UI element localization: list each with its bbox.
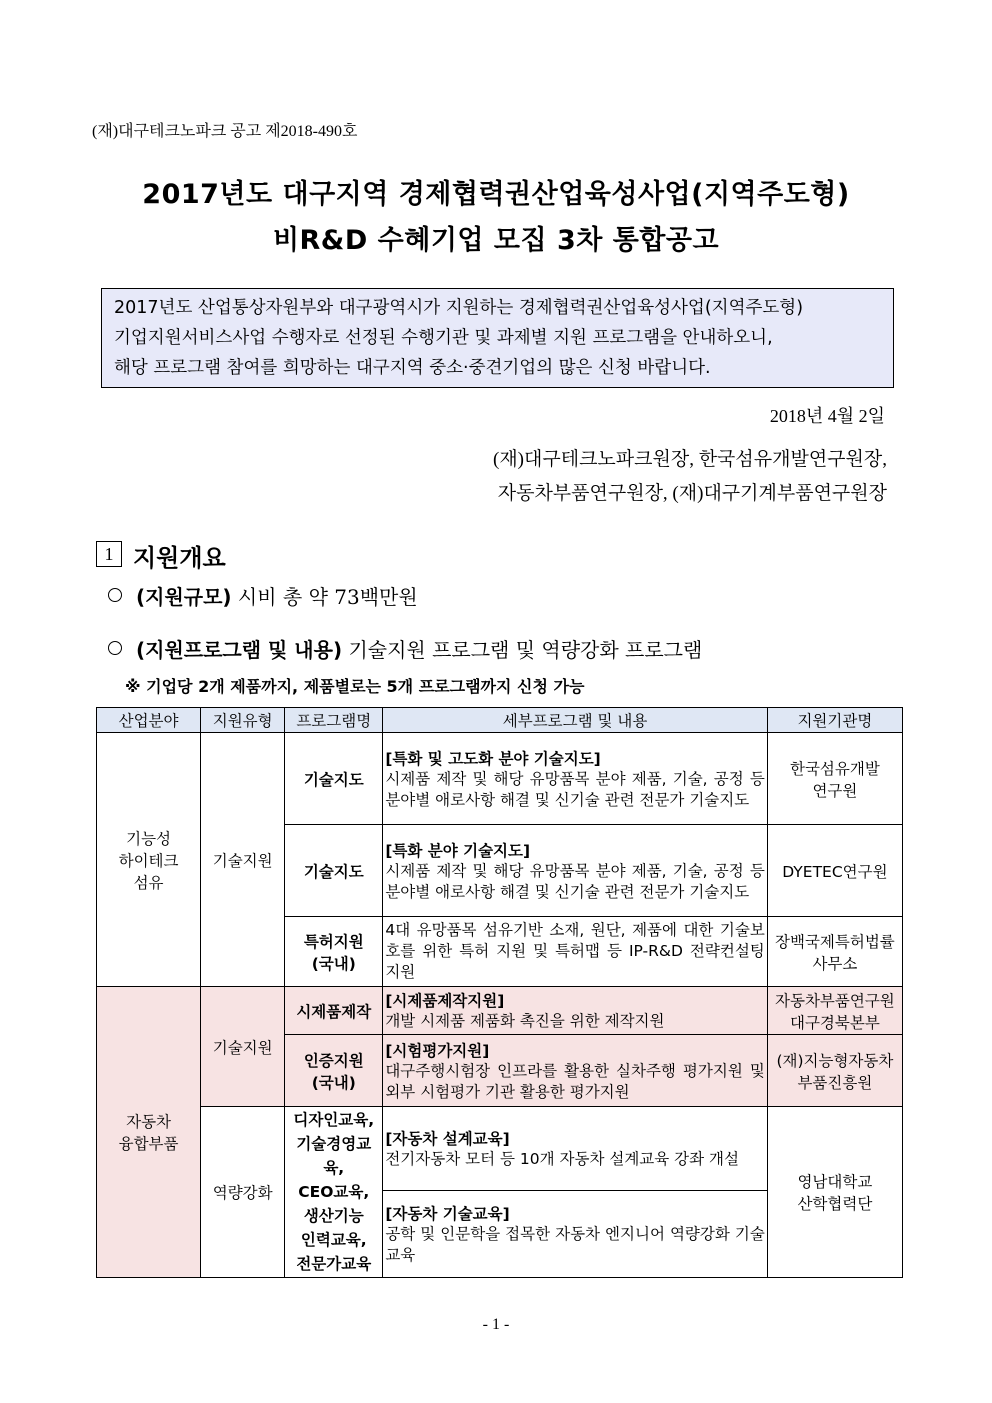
table-row [97,1107,903,1191]
program-cell: 특허지원 (국내) [285,917,383,987]
detail-title: [자동차 기술교육] [385,1205,510,1224]
detail-cell [383,1191,767,1278]
detail-title: [시제품제작지원] [385,992,505,1010]
page-number: - 1 - [482,1316,510,1333]
program-cell: 디자인교육, 기술경영교육, CEO교육, 생산기능 인력교육, 전문가교육 [285,1107,383,1278]
program-cell: 기술지도 [285,733,383,825]
circle-bullet-icon [108,588,122,602]
detail-text: 공학 및 인문학을 접목한 자동차 엔지니어 역량강화 기술교육 [385,1225,765,1265]
agency-cell: 자동차부품연구원 대구경북본부 [767,987,902,1035]
header-support-type: 지원유형 [201,708,285,733]
bullet-text: 시비 총 약 73백만원 [237,585,418,609]
header-program-name: 프로그램명 [285,708,383,733]
bullet-key: (지원규모) [136,585,232,609]
issuer-line: (재)대구테크노파크원장, 한국섬유개발연구원장, [493,449,887,470]
industry-cell: 기능성 하이테크 섬유 [97,733,201,987]
header-industry: 산업분야 [97,708,201,733]
support-type-cell: 기술지원 [201,987,285,1107]
bullet-key: (지원프로그램 및 내용) [136,638,343,662]
circle-bullet-icon [108,641,122,655]
program-cell: 시제품제작 [285,987,383,1035]
agency-cell: 영남대학교 산학협력단 [767,1107,902,1278]
detail-title: [자동차 설계교육] [385,1130,510,1149]
program-cell: 인증지원 (국내) [285,1035,383,1107]
intro-box [101,288,894,388]
intro-line: 해당 프로그램 참여를 희망하는 대구지역 중소·중견기업의 많은 신청 바랍니다. [114,358,711,378]
detail-title: [특화 및 고도화 분야 기술지도] [385,749,601,768]
page-title-line2: 비R&D 수혜기업 모집 3차 통합공고 [272,225,720,256]
issuer-line: 자동차부품연구원장, (재)대구기계부품연구원장 [497,483,887,504]
header-detail: 세부프로그램 및 내용 [383,708,767,733]
detail-text: 대구주행시험장 인프라를 활용한 실차주행 평가지원 및 외부 시험평가 기관 활용한 평가지원 [385,1061,765,1101]
detail-title: [시험평가지원] [385,1041,490,1060]
detail-text: 시제품 제작 및 해당 유망품목 분야 제품, 기술, 공정 등 분야별 애로사항 해결 및 신기술 관련 전문가 기술지도 [385,769,765,809]
support-type-cell: 역량강화 [201,1107,285,1278]
agency-cell: 장백국제특허법률 사무소 [767,917,902,987]
section-number-box: 1 [96,541,122,567]
intro-line: 기업지원서비스사업 수행자로 선정된 수행기관 및 과제별 지원 프로그램을 안내하오니, [114,328,773,348]
intro-line: 2017년도 산업통상자원부와 대구광역시가 지원하는 경제협력권산업육성사업(지역주도형) [114,298,804,318]
detail-text: 개발 시제품 제품화 촉진을 위한 제작지원 [385,1012,665,1030]
section-title: 지원개요 [133,544,226,572]
bullet-support-program [108,634,702,663]
announcement-date: 2018년 4월 2일 [769,406,885,426]
bullet-text: 기술지원 프로그램 및 역량강화 프로그램 [348,638,703,662]
program-table [96,707,903,1278]
detail-cell [383,733,767,825]
agency-cell: 한국섬유개발 연구원 [767,733,902,825]
support-type-cell: 기술지원 [201,733,285,987]
detail-text: 4대 유망품목 섬유기반 소재, 원단, 제품에 대한 기술보호를 위한 특허 지원 및 특허맵 등 IP-R&D 전략컨설팅 지원 [385,921,765,981]
table-row [97,733,903,825]
application-note: ※ 기업당 2개 제품까지, 제품별로는 5개 프로그램까지 신청 가능 [125,677,585,696]
program-cell: 기술지도 [285,825,383,917]
header-agency: 지원기관명 [767,708,902,733]
industry-cell: 자동차 융합부품 [97,987,201,1278]
agency-cell: DYETEC연구원 [767,825,902,917]
detail-cell [383,917,767,987]
table-header-row [97,708,903,733]
notice-number: (재)대구테크노파크 공고 제2018-490호 [92,123,358,140]
detail-title: [특화 분야 기술지도] [385,841,531,860]
detail-text: 전기자동차 모터 등 10개 자동차 설계교육 강좌 개설 [385,1150,740,1169]
table-row [97,987,903,1035]
detail-cell [383,825,767,917]
detail-text: 시제품 제작 및 해당 유망품목 분야 제품, 기술, 공정 등 분야별 애로사항 해결 및 신기술 관련 전문가 기술지도 [385,861,765,901]
detail-cell [383,1107,767,1191]
page-title-line1: 2017년도 대구지역 경제협력권산업육성사업(지역주도형) [142,179,850,210]
agency-cell: (재)지능형자동차 부품진흥원 [767,1035,902,1107]
bullet-support-scale [108,581,418,610]
detail-cell [383,987,767,1035]
detail-cell [383,1035,767,1107]
